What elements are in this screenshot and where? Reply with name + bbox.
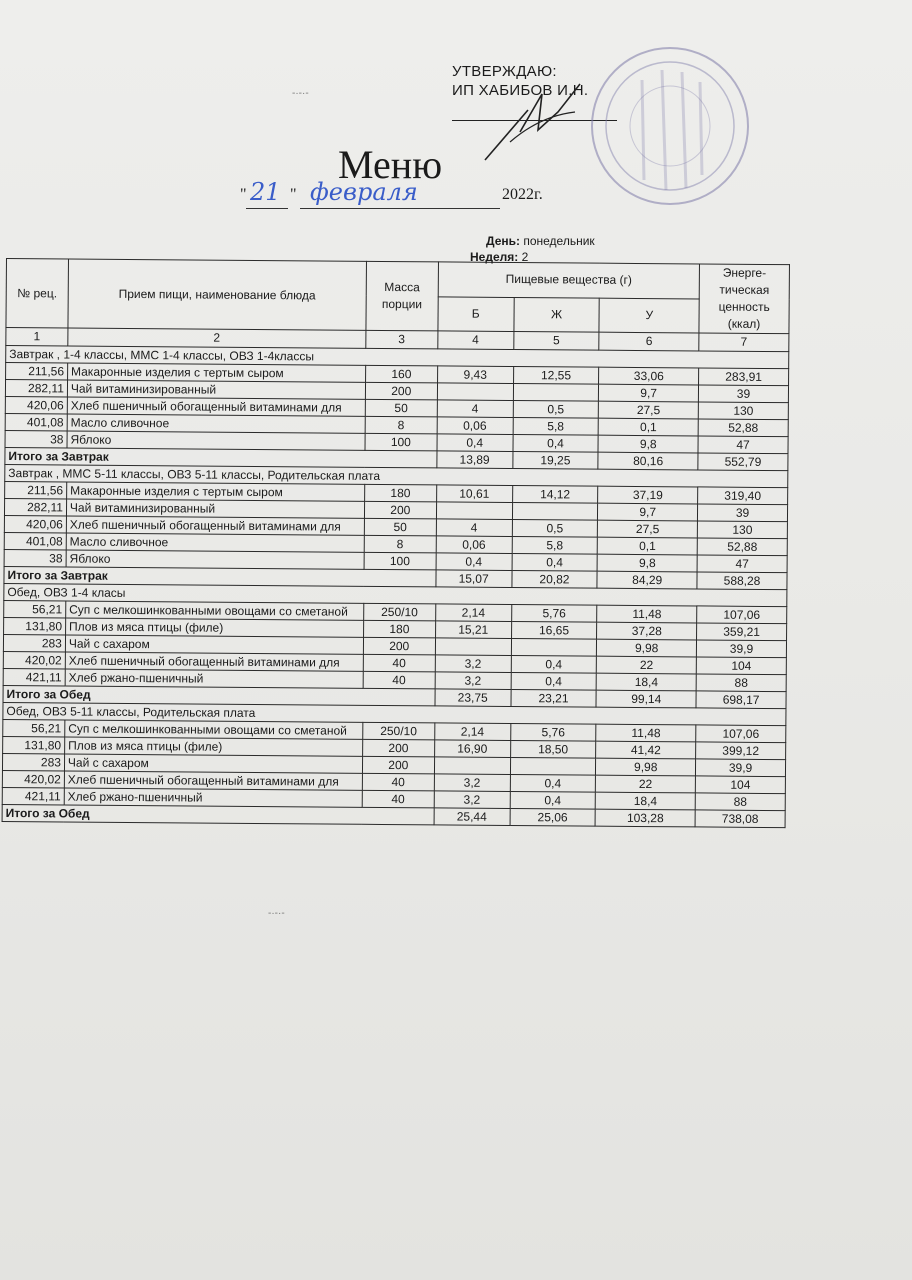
row-carbs: 11,48 xyxy=(597,605,697,623)
row-recipe-num: 56,21 xyxy=(4,600,66,617)
row-recipe-num: 211,56 xyxy=(5,481,67,498)
row-mass: 40 xyxy=(362,773,434,791)
row-fat: 0,4 xyxy=(512,553,598,571)
signature-mark xyxy=(480,72,590,167)
row-recipe-num: 56,21 xyxy=(3,719,65,736)
row-recipe-num: 420,02 xyxy=(3,651,65,668)
total-value: 15,07 xyxy=(436,570,512,588)
total-label: Итого за Обед xyxy=(3,685,435,705)
row-dish-name: Плов из мяса птицы (филе) xyxy=(65,737,363,756)
menu-table xyxy=(2,258,790,828)
row-dish-name: Масло сливочное xyxy=(67,414,365,433)
row-fat xyxy=(512,502,598,520)
total-value: 738,08 xyxy=(695,810,785,828)
col-number: 5 xyxy=(513,331,599,350)
row-fat: 0,5 xyxy=(512,519,598,537)
row-recipe-num: 282,11 xyxy=(5,380,67,397)
row-fat: 5,76 xyxy=(510,723,596,741)
col-number: 7 xyxy=(699,333,789,352)
row-dish-name: Хлеб пшеничный обогащенный витаминами для xyxy=(65,652,363,671)
row-dish-name: Хлеб пшеничный обогащенный витаминами для xyxy=(64,771,362,790)
row-mass: 100 xyxy=(365,433,437,451)
scan-speck: -·-·- xyxy=(268,908,285,919)
total-value: 23,75 xyxy=(435,689,511,707)
row-mass: 8 xyxy=(364,535,436,553)
approver-name: ИП ХАБИБОВ И.Н. xyxy=(452,82,589,99)
row-protein: 3,2 xyxy=(434,791,510,809)
row-carbs: 27,5 xyxy=(599,401,699,419)
row-carbs: 41,42 xyxy=(596,741,696,759)
row-recipe-num: 283 xyxy=(2,753,64,770)
row-energy: 47 xyxy=(698,436,788,454)
row-fat: 14,12 xyxy=(512,485,598,503)
table-header xyxy=(6,259,790,352)
row-protein: 4 xyxy=(436,519,512,537)
row-energy: 52,88 xyxy=(697,538,787,556)
row-energy: 319,40 xyxy=(698,487,788,505)
row-energy: 39,9 xyxy=(696,640,786,658)
row-dish-name: Масло сливочное xyxy=(66,533,364,552)
row-fat: 12,55 xyxy=(513,366,599,384)
row-mass: 180 xyxy=(363,620,435,638)
row-mass: 180 xyxy=(364,484,436,502)
row-mass: 50 xyxy=(365,399,437,417)
header-energy: Энерге-тическая ценность (ккал) xyxy=(699,264,789,334)
row-mass: 40 xyxy=(362,790,434,808)
section-title: Завтрак , 1-4 классы, ММС 1-4 классы, ОВЗ 1-4классы xyxy=(6,346,789,369)
row-carbs: 9,8 xyxy=(597,554,697,572)
row-dish-name: Чай витаминизированный xyxy=(67,380,365,399)
header-carbs: У xyxy=(599,298,699,333)
row-dish-name: Суп с мелкошинкованными овощами со сметаной xyxy=(66,601,364,620)
row-carbs: 9,98 xyxy=(596,758,696,776)
row-mass: 50 xyxy=(364,518,436,536)
row-energy: 39,9 xyxy=(696,759,786,777)
approval-label: УТВЕРЖДАЮ: xyxy=(452,63,557,80)
row-carbs: 9,7 xyxy=(598,503,698,521)
row-protein: 0,06 xyxy=(437,417,513,435)
row-energy: 39 xyxy=(698,385,788,403)
table-body xyxy=(2,346,789,828)
row-carbs: 9,7 xyxy=(599,384,699,402)
row-protein xyxy=(436,502,512,520)
row-recipe-num: 211,56 xyxy=(6,363,68,380)
row-protein: 0,4 xyxy=(436,553,512,571)
row-recipe-num: 131,80 xyxy=(3,736,65,753)
total-value: 23,21 xyxy=(511,689,597,707)
header-num: № рец. xyxy=(6,259,68,328)
row-energy: 88 xyxy=(695,793,785,811)
total-value: 19,25 xyxy=(512,451,598,469)
scan-speck: -·-·- xyxy=(292,88,309,99)
row-carbs: 0,1 xyxy=(598,418,698,436)
row-fat: 5,76 xyxy=(511,604,597,622)
date-day: 21 xyxy=(250,178,281,206)
total-value: 84,29 xyxy=(597,571,697,589)
total-label: Итого за Завтрак xyxy=(5,447,437,467)
day-value: понедельник xyxy=(523,234,595,248)
total-value: 99,14 xyxy=(596,690,696,708)
row-dish-name: Плов из мяса птицы (филе) xyxy=(65,618,363,637)
total-value: 25,06 xyxy=(510,808,596,826)
row-fat: 0,4 xyxy=(511,655,597,673)
row-dish-name: Хлеб ржано-пшеничный xyxy=(64,788,362,807)
row-dish-name: Яблоко xyxy=(66,550,364,569)
row-protein: 3,2 xyxy=(434,774,510,792)
col-number: 4 xyxy=(438,331,514,350)
row-recipe-num: 131,80 xyxy=(4,617,66,634)
row-dish-name: Суп с мелкошинкованными овощами со сметаной xyxy=(65,720,363,739)
row-carbs: 9,98 xyxy=(597,639,697,657)
header-nutrients: Пищевые вещества (г) xyxy=(438,262,700,299)
day-info xyxy=(486,234,595,248)
row-energy: 88 xyxy=(696,674,786,692)
row-dish-name: Чай с сахаром xyxy=(64,754,362,773)
row-protein: 2,14 xyxy=(434,723,510,741)
section-title: Завтрак , ММС 5-11 классы, ОВЗ 5-11 классы, Родительская плата xyxy=(5,464,788,487)
total-value: 552,79 xyxy=(698,453,788,471)
date-year: 2022г. xyxy=(502,186,543,203)
row-mass: 100 xyxy=(364,552,436,570)
row-dish-name: Макаронные изделия с тертым сыром xyxy=(67,482,365,501)
row-mass: 200 xyxy=(362,739,434,757)
row-carbs: 37,28 xyxy=(597,622,697,640)
row-protein: 15,21 xyxy=(435,621,511,639)
row-dish-name: Хлеб ржано-пшеничный xyxy=(65,669,363,688)
official-stamp xyxy=(582,40,762,215)
row-protein xyxy=(437,383,513,401)
total-label: Итого за Обед xyxy=(2,804,434,824)
row-carbs: 0,1 xyxy=(598,537,698,555)
row-energy: 359,21 xyxy=(697,623,787,641)
row-fat: 0,4 xyxy=(510,774,596,792)
row-protein: 3,2 xyxy=(435,672,511,690)
row-energy: 39 xyxy=(698,504,788,522)
row-energy: 52,88 xyxy=(698,419,788,437)
row-protein: 4 xyxy=(437,400,513,418)
row-carbs: 22 xyxy=(596,775,696,793)
date-day-underline xyxy=(246,208,288,209)
row-dish-name: Чай с сахаром xyxy=(65,635,363,654)
row-recipe-num: 282,11 xyxy=(4,498,66,515)
row-fat: 0,4 xyxy=(513,434,599,452)
row-recipe-num: 421,11 xyxy=(3,668,65,685)
row-recipe-num: 420,06 xyxy=(5,396,67,413)
row-mass: 250/10 xyxy=(364,603,436,621)
row-mass: 200 xyxy=(363,637,435,655)
row-recipe-num: 38 xyxy=(5,430,67,447)
row-recipe-num: 401,08 xyxy=(4,532,66,549)
row-carbs: 11,48 xyxy=(596,724,696,742)
total-value: 103,28 xyxy=(595,809,695,827)
row-energy: 107,06 xyxy=(697,606,787,624)
section-title: Обед, ОВЗ 1-4 класы xyxy=(4,583,787,606)
row-dish-name: Хлеб пшеничный обогащенный витаминами для xyxy=(67,397,365,416)
row-recipe-num: 421,11 xyxy=(2,787,64,804)
row-dish-name: Макаронные изделия с тертым сыром xyxy=(67,363,365,382)
row-dish-name: Яблоко xyxy=(67,431,365,450)
row-protein: 2,14 xyxy=(435,604,511,622)
col-number: 6 xyxy=(599,332,699,351)
header-name: Прием пищи, наименование блюда xyxy=(68,259,366,330)
row-dish-name: Чай витаминизированный xyxy=(66,499,364,518)
row-carbs: 22 xyxy=(597,656,697,674)
row-recipe-num: 38 xyxy=(4,549,66,566)
row-carbs: 9,8 xyxy=(598,435,698,453)
header-protein: Б xyxy=(438,296,514,331)
row-fat: 0,5 xyxy=(513,400,599,418)
header-mass: Масса порции xyxy=(366,261,438,331)
col-number: 3 xyxy=(366,330,438,349)
row-energy: 104 xyxy=(695,776,785,794)
row-fat: 0,4 xyxy=(511,672,597,690)
row-fat: 0,4 xyxy=(510,791,596,809)
row-protein xyxy=(435,638,511,656)
row-fat xyxy=(510,757,596,775)
row-mass: 200 xyxy=(365,382,437,400)
row-energy: 283,91 xyxy=(699,368,789,386)
row-energy: 107,06 xyxy=(696,725,786,743)
col-number: 1 xyxy=(6,328,68,346)
row-carbs: 18,4 xyxy=(596,673,696,691)
row-energy: 399,12 xyxy=(696,742,786,760)
row-fat: 5,8 xyxy=(512,536,598,554)
row-mass: 250/10 xyxy=(363,722,435,740)
row-mass: 200 xyxy=(364,501,436,519)
row-recipe-num: 420,02 xyxy=(2,770,64,787)
row-protein: 3,2 xyxy=(435,655,511,673)
row-protein: 16,90 xyxy=(434,740,510,758)
week-label: Неделя: xyxy=(470,250,519,264)
row-carbs: 27,5 xyxy=(598,520,698,538)
col-number: 2 xyxy=(68,328,366,348)
row-fat xyxy=(511,638,597,656)
row-mass: 8 xyxy=(365,416,437,434)
row-recipe-num: 420,06 xyxy=(4,515,66,532)
row-mass: 40 xyxy=(363,671,435,689)
total-value: 588,28 xyxy=(697,572,787,590)
total-value: 13,89 xyxy=(437,451,513,469)
row-fat: 18,50 xyxy=(510,740,596,758)
date-month-underline xyxy=(300,208,500,209)
row-recipe-num: 283 xyxy=(3,634,65,651)
row-carbs: 33,06 xyxy=(599,367,699,385)
row-protein xyxy=(434,757,510,775)
row-mass: 200 xyxy=(362,756,434,774)
date-open-quote: " xyxy=(240,186,247,203)
row-mass: 40 xyxy=(363,654,435,672)
total-value: 698,17 xyxy=(696,691,786,709)
row-recipe-num: 401,08 xyxy=(5,413,67,430)
day-label: День: xyxy=(486,234,520,248)
date-month: февраля xyxy=(310,178,418,206)
row-dish-name: Хлеб пшеничный обогащенный витаминами для xyxy=(66,516,364,535)
row-fat: 16,65 xyxy=(511,621,597,639)
row-energy: 130 xyxy=(698,402,788,420)
row-protein: 10,61 xyxy=(436,485,512,503)
row-mass: 160 xyxy=(365,365,437,383)
row-carbs: 18,4 xyxy=(596,792,696,810)
row-energy: 104 xyxy=(696,657,786,675)
header-fat: Ж xyxy=(514,297,600,332)
row-fat: 5,8 xyxy=(513,417,599,435)
row-protein: 0,06 xyxy=(436,536,512,554)
row-fat xyxy=(513,383,599,401)
section-title: Обед, ОВЗ 5-11 классы, Родительская плата xyxy=(3,702,786,725)
date-close-quote: " xyxy=(290,186,297,203)
week-value: 2 xyxy=(521,250,529,264)
row-protein: 9,43 xyxy=(437,366,513,384)
row-energy: 47 xyxy=(697,555,787,573)
row-carbs: 37,19 xyxy=(598,486,698,504)
total-value: 25,44 xyxy=(434,808,510,826)
total-value: 80,16 xyxy=(598,452,698,470)
row-energy: 130 xyxy=(697,521,787,539)
total-value: 20,82 xyxy=(511,570,597,588)
row-protein: 0,4 xyxy=(437,434,513,452)
page-title: Меню xyxy=(338,142,443,187)
total-label: Итого за Завтрак xyxy=(4,566,436,586)
